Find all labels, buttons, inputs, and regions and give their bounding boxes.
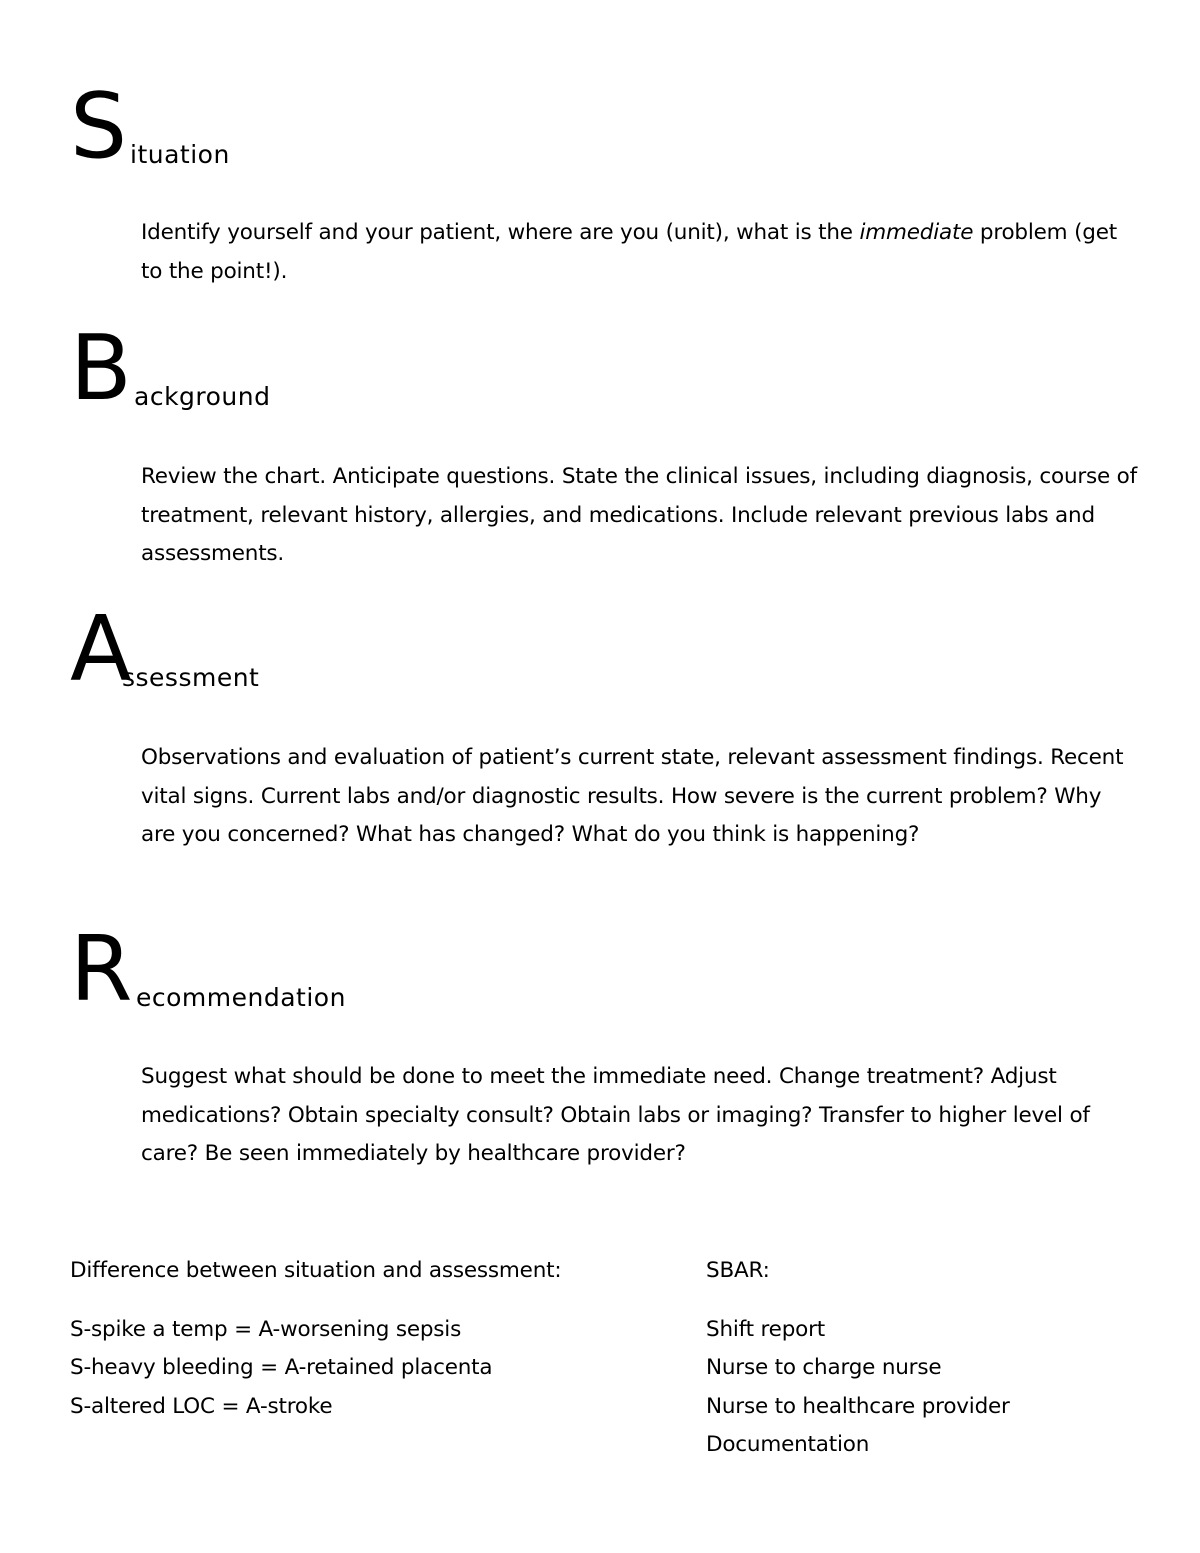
section-body: Suggest what should be done to meet the immediate need. Change treatment? Adjust medications? Obtain specialty consult? Obtain labs or imaging? Transfer to higher level of care? Be seen immediately by healthcare provider?: [141, 1064, 1090, 1166]
list-item: S-spike a temp = A-worsening sepsis: [70, 1316, 462, 1342]
section-recommendation: [70, 917, 1140, 1174]
heading-rest: ecommendation: [136, 983, 346, 1012]
section-body: Review the chart. Anticipate questions. State the clinical issues, including diagnosis, course of treatment, relevant history, allergies, and medications. Include relevant previous labs and assessments.: [141, 464, 1138, 566]
section-heading: [70, 597, 1140, 702]
body-text-end: problem (get to the point!).: [141, 220, 1117, 284]
list-item: Documentation: [706, 1432, 870, 1457]
list-item: Shift report: [706, 1316, 825, 1342]
difference-list: [70, 1311, 630, 1427]
section-heading: [70, 917, 1140, 1022]
list-item: S-heavy bleeding = A-retained placenta: [70, 1355, 493, 1380]
drop-cap-letter: B: [70, 316, 130, 421]
sbar-heading: SBAR:: [706, 1258, 770, 1283]
drop-cap-letter: A: [70, 597, 130, 702]
body-text-emphasis: immediate: [859, 220, 974, 245]
drop-cap-letter: R: [70, 917, 131, 1022]
list-item: S-altered LOC = A-stroke: [70, 1393, 333, 1419]
section-assessment: [70, 597, 1140, 855]
section-situation: [70, 74, 1140, 291]
section-heading: [70, 316, 1140, 421]
section-body: Observations and evaluation of patient’s current state, relevant assessment findings. Recent vital signs. Current labs and/or diagnostic results. How severe is the current problem? Why are you concerned? What has changed? What do you think is happening?: [141, 745, 1124, 847]
drop-cap-letter: S: [70, 74, 126, 179]
difference-heading: Difference between situation and assessment:: [70, 1258, 562, 1283]
section-background: [70, 316, 1140, 574]
section-heading: [70, 74, 1140, 179]
heading-rest: ssessment: [122, 663, 260, 692]
sbar-column: [706, 1252, 1146, 1465]
body-text-start: Identify yourself and your patient, where are you (unit), what is the: [141, 220, 860, 245]
sbar-list: [706, 1311, 1146, 1465]
difference-column: [70, 1252, 630, 1426]
list-item: Nurse to healthcare provider: [706, 1393, 1010, 1419]
list-item: Nurse to charge nurse: [706, 1355, 942, 1380]
heading-rest: ackground: [134, 382, 271, 411]
section-body: [141, 214, 1140, 291]
heading-rest: ituation: [130, 140, 230, 169]
